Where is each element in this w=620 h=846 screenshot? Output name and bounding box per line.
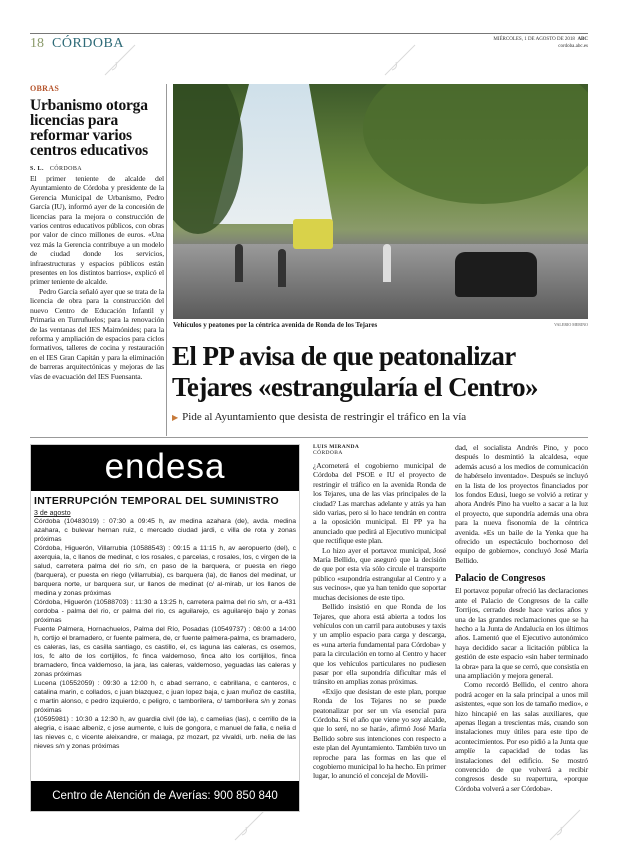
date: MIÉRCOLES, 1 DE AGOSTO DE 2018 (493, 37, 575, 42)
paragraph: Lo hizo ayer el portavoz municipal, José María Bellido, que aseguró que la decisión de que por esta vía sólo circule el transporte público «supondría estrangular al Centro y a sus vecinos», que ya han tenido que soportar muchas decisiones de este tipo. (313, 545, 446, 602)
website: cordoba.abc.es (558, 44, 588, 49)
paragraph: Bellido insistió en que Ronda de los Tejares, que ahora está abierta a todos los vehículos con un carril para autobuses y taxis y un amplio espacio para carga y descarga, es «una arteria fundamental para Córdoba» y para la circulación en torno al Centro y hacer que los vehículos particulares no pudiesen pasar por ella supondría dificultar más el tránsito en amplias zonas próximas. (313, 602, 446, 687)
photo-pedestrian (235, 244, 243, 282)
top-rule (30, 33, 588, 34)
column-divider (166, 84, 167, 436)
author: LUIS MIRANDA (313, 444, 360, 450)
endesa-ad (30, 444, 300, 812)
ad-entries (34, 517, 296, 751)
ad-entry: Córdoba (10483019) : 07:30 a 09:45 h, av medina azahara (de), avda. medina azahara, c bulevar hernan ruiz, c mercado ciudad jardi, c villa de rota y zonas próximas (34, 518, 296, 543)
watermark-mark (545, 805, 585, 845)
street-photo (173, 84, 588, 319)
photo-caption: Vehículos y peatones por la céntrica avenida de Ronda de los Tejares (173, 321, 378, 329)
paragraph: Pedro García señaló ayer que se trata de la licencia de obra para la construcción del nuevo Centro de Educación Infantil y Primaria en Turruñuelos; para la renovación de las ventanas del IES Maimónides; para la reforma y ampliación de espacios para ciclos formativos, talleres de cocina y restauración en el IES Gran Capitán y para la eliminación de barreras arquitectónicas y mejoras de las vías de evacuación del IES Fuensanta. (30, 286, 164, 381)
photo-pedestrian (278, 249, 286, 287)
side-article-tag: OBRAS (30, 84, 60, 93)
ad-title: INTERRUPCIÓN TEMPORAL DEL SUMINISTRO (34, 495, 279, 507)
main-article-column-2 (455, 441, 588, 793)
subsection-title: Palacio de Congresos (455, 573, 546, 585)
photo-credit: VALERIO MERINO (554, 322, 588, 327)
ad-date: 3 de agosto (34, 510, 71, 517)
brand: ABC (577, 37, 588, 42)
section-title: CÓRDOBA (52, 36, 124, 51)
horizontal-rule (30, 437, 588, 438)
main-headline (172, 341, 592, 403)
paragraph: Como recordó Bellido, el centro ahora podrá acoger en la sala principal a unos mil asistentes, «que son los de tamaño medio», e hizo hincapié en las salas auxiliares, que apenas llegan a trescientas más, cuando son instalaciones muy útiles para este tipo de acontecimientos. Por eso pidió a la Junta que amplíe la capacidad de todas las instalaciones del edificio. Se mostró convencido de que volverá a recibir congresos desde su reapertura, «porque Córdoba volverá a ser Córdoba». (455, 680, 588, 793)
watermark-mark (380, 40, 420, 80)
byline (30, 166, 164, 172)
photo-car (455, 252, 537, 297)
photo-bus (293, 219, 333, 249)
headline-line: Tejares «estrangularía el Centro» (172, 372, 538, 402)
ad-entry: Lucena (10552059) : 09:30 a 12:00 h, c abad serrano, c cabrillana, c canteros, c catalina marin, c collados, c juan blazquez, c juan lopez baja, c juan muñoz de castilla, c martin alonso, c pedro izquierdo, c peligro, c tamborilera, c/ tamborilera s/n y zonas próximas (34, 680, 296, 714)
side-article (30, 84, 164, 381)
location: CÓRDOBA (49, 166, 82, 172)
ad-entry: Córdoba, Higuerón, Villarrubia (10588543) : 09:15 a 11:15 h, av aeropuerto (del), c axerquia, la, c llanos de medinat, c los rosales, c parcelas, c rosales, los, c virgen de la salud, carretera palma del rio s/n, cn paso de la barquera, cr puesta en riego (barquera), cr puesta en riego (villarrubia), cs barquera (la), dc llanos del medinat, ur barquera norte, ur barquera sur, ur llanos de medinat (c/ al-mirab, ur los llanos de medina y zonas próximas (34, 545, 296, 597)
main-article-column-1 (313, 444, 446, 781)
paragraph: El primer teniente de alcalde del Ayuntamiento de Córdoba y presidente de la Gerencia Municipal de Urbanismo, Pedro García (IU), informó ayer de la concesión de licencias para la mejora o construcción de varios centros educativos públicos, con obras por valor de cinco millones de euros. «Una vez más la Gerencia contribuye a un modelo de ciudad donde los servicios, infraestructuras y espacios públicos están presentes en los distintos barrios», explicó el primer teniente de alcalde. (30, 174, 164, 287)
author: S. L. (30, 166, 44, 172)
main-subhead (172, 411, 466, 423)
dateline (493, 36, 588, 50)
photo-pedestrian (383, 244, 391, 282)
ad-entry: (10595981) : 10:30 a 12:30 h, av guardia civil (de la), c camelias (las), c cerrillo de la alegria, c isaac albeniz, c jose aumente, c luis de gongora, c manuel de falla, c nelia d las nieves c, c vicente aleixandre, cr malaga, pz mozart, pz vivaldi, urb. nelia de las nieves s/n y zonas próximas (34, 716, 296, 750)
ad-entry: Córdoba, Higuerón (10588703) : 11:30 a 13:25 h, carretera palma del rio s/n, cr a-431 cordoba - palma del rio, cr palma del rio, cs aguilarejo, cs aguilarejo bajo y zonas próximas (34, 599, 296, 624)
triangle-bullet-icon: ▶ (172, 413, 179, 422)
ad-footer-phone: Centro de Atención de Averías: 900 850 840 (31, 781, 299, 811)
ad-entry: Fuente Palmera, Hornachuelos, Palma del Río, Posadas (10549737) : 08:00 a 14:00 h, cortijo el bramadero, cr fuente palmera, de, cr fuente palmera-palma, cs bramadero, cs caleras, las, cs casilla santiago, cs castillo, el, cs laguna las caleras, cs osemos, los, fc alto de los cortijillos, fc finca valdemoso, finca alto los cortijillos, finca bramadero, finca valdemoso, la jara, las caleras, valdemoso, yeguadas las caleras y zonas próximas (34, 626, 296, 678)
side-article-body (30, 174, 164, 381)
endesa-logo: endesa (31, 445, 299, 491)
location: CÓRDOBA (313, 450, 343, 456)
headline-line: El PP avisa de que peatonalizar (172, 341, 516, 371)
paragraph: dad, el socialista Andrés Pino, y poco después lo desmintió la alcaldesa, «que además acusó a los medios de comunicación de habérselo inventado». Después se incluyó en la lista de los proyectos financiados por los fondos Edusi, luego se volvió a retirar y ahora Andrés Pino ha vuelto a sacar a la luz el proyecto, que supondría además una obra para la nueva fisonomía de la céntrica avenida. «Es un baile de la Yenka que ha ofrecido un espectáculo bochornoso del equipo de gobierno», concluyó José María Bellido. (455, 443, 588, 565)
side-article-headline: Urbanismo otorga licencias para reformar varios centros educativos (30, 97, 148, 159)
photo-tree (363, 84, 588, 204)
paragraph: «Exijo que desistan de este plan, porque Ronda de los Tejares no se puede peatonalizar por ser un vía esencial para Córdoba. Si el año que viene yo soy alcalde, que lo seré, no se hará», afirmó José María Bellido sobre sus intenciones con respecto a este plan del Ayuntamiento. También tuvo un reproche para las formas en las que el cogobierno municipal lo ha hecho. En primer lugar, lo anunció el concejal de Movili- (313, 686, 446, 781)
page-number: 18 (30, 36, 44, 51)
paragraph: El portavoz popular ofreció las declaraciones ante el Palacio de Congresos de la calle Torrijos, cerrado desde hace varios años y una de las grandes reclamaciones que se ha hecho a la Junta de Andalucía en los últimos años. Lamentó que el Ejecutivo autonómico haya decidido sacar a licitación pública la gestión de este espacio «sin haber terminado la obra» para la que se cerró, que consistía en una ampliación y mejora general. (455, 586, 588, 680)
subhead-text: Pide al Ayuntamiento que desista de restringir el tráfico en la vía (182, 411, 467, 423)
paragraph: ¿Acometerá el cogobierno municipal de Córdoba del PSOE e IU el proyecto de restringir el tráfico en la avenida Ronda de los Tejares, una de las vías principales de la ciudad? Las marchas adelante y atrás ya han sido varias, pero si lo hace tendrán en contra a la oposición municipal. El PP ya ha anunciado que pedirá al Ejecutivo municipal que rectifique este plan. (313, 461, 446, 546)
